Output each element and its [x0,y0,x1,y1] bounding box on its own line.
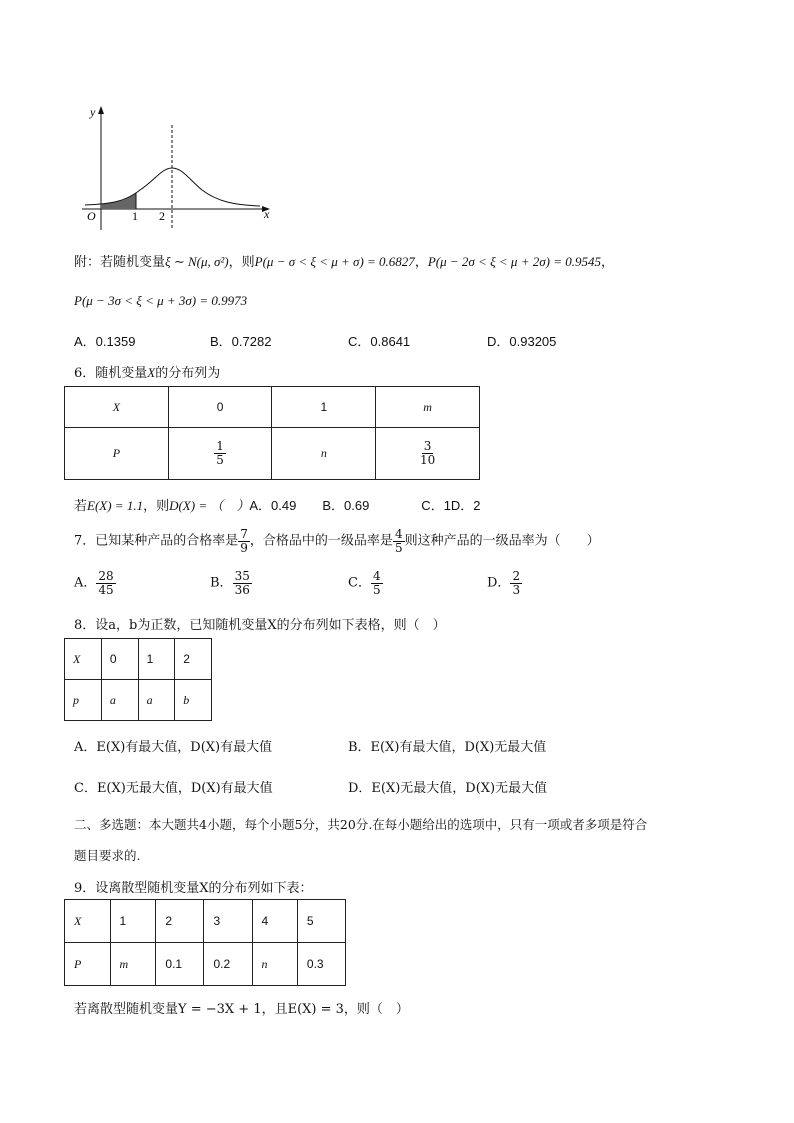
fraction-numerator: 4 [372,569,381,583]
section2-line-2: 题目要求的. [74,848,141,863]
q8-option-b: B．E(X)有最大值，D(X)无最大值 [348,740,547,755]
option-letter: C． [348,575,371,591]
q9-stem: 9．设离散型随机变量X的分布列如下表： [74,881,313,896]
fraction [510,570,522,596]
q6-table-row-2 [65,428,480,480]
q8-table-row-1 [65,639,212,680]
q9-table-row-1 [65,900,346,943]
q9-cell: X [65,900,111,943]
fraction-numerator: 4 [394,527,403,541]
q6-cond-math2: D(X) = （ ） [169,498,250,513]
q9-cell: P [65,943,111,986]
q8-cell: a [101,680,138,721]
y-axis-label: y [90,105,96,119]
q6-condition [74,495,481,514]
q8-cell: 2 [175,639,212,680]
q9-condition: 若离散型随机变量Y = −3X + 1，且E(X) = 3，则（ ） [74,1002,409,1017]
fraction-denominator: 5 [372,582,381,597]
fraction-denominator: 10 [419,453,436,467]
q6-options: A．0.49 B．0.69 C．1D．2 [249,498,481,513]
q8-table-row-2 [65,680,212,721]
q6-cell-frac2 [376,428,480,480]
q8-option-a: A．E(X)有最大值，D(X)有最大值 [74,740,273,755]
q9-cell: m [110,943,156,986]
tick-2-label: 2 [159,209,165,223]
q7-stem-3: 则这种产品的一级品率为（ ） [404,533,600,549]
fraction-denominator: 3 [512,582,521,597]
q5-option-a: A．0.1359 [74,334,136,349]
fraction [96,570,115,596]
q5-option-d: D．0.93205 [487,334,557,349]
q6-stem-end: 的分布列为 [155,366,221,381]
q6-cell: m [376,387,480,428]
q6-cell: 1 [272,387,376,428]
q7-option-b [210,570,252,596]
q8-cell: 1 [138,639,175,680]
q7-stem [74,528,600,554]
fraction-numerator: 28 [98,569,114,583]
appendix-dist: ξ ∼ N(μ, σ²) [165,254,229,269]
q7-option-c [348,570,383,596]
fraction-denominator: 9 [240,540,248,555]
fraction-denominator: 36 [234,582,250,597]
fraction [418,440,437,466]
appendix-p1: P(μ − σ < ξ < μ + σ) = 0.6827 [254,254,415,269]
appendix-p3: P(μ − 3σ < ξ < μ + 3σ) = 0.9973 [74,293,248,308]
q9-cell: 4 [252,900,297,943]
q6-cell: X [65,387,169,428]
q9-cell: n [252,943,297,986]
q6-table [64,386,480,480]
fraction-denominator: 45 [98,582,114,597]
q7-stem-1: 7．已知某种产品的合格率是 [74,533,239,549]
fraction-numerator: 1 [216,439,224,454]
q8-cell: b [175,680,212,721]
fraction-denominator: 5 [394,540,403,555]
q8-option-c: C．E(X)无最大值，D(X)有最大值 [74,781,273,796]
q6-cell: 0 [168,387,272,428]
q6-cond-prefix: 若 [74,499,88,514]
q8-stem: 8．设a，b为正数，已知随机变量X的分布列如下表格，则（ ） [74,618,446,633]
normal-curve-graph [70,100,285,240]
q8-cell: X [65,639,102,680]
fraction-numerator: 2 [512,569,521,583]
q5-option-b: B．0.7282 [210,334,272,349]
q9-cell: 3 [204,900,252,943]
q6-cell: P [65,428,169,480]
appendix-line-1 [74,251,614,270]
q9-cell: 1 [110,900,156,943]
fraction-numerator: 35 [234,569,250,583]
q6-table-row-1 [65,387,480,428]
q9-cell: 5 [297,900,345,943]
appendix-p2: P(μ − 2σ < ξ < μ + 2σ) = 0.9545 [427,254,601,269]
q6-cell: n [272,428,376,480]
q6-cond-mid: ，则 [143,499,170,514]
q9-table-row-2 [65,943,346,986]
fraction [233,570,252,596]
q5-option-c: C．0.8641 [348,334,411,349]
fraction-numerator: 7 [240,527,248,541]
appendix-mid: ，则 [228,255,255,270]
appendix-end: ， [600,255,614,270]
q6-var: X [147,365,156,380]
tick-1-label: 1 [132,209,138,223]
option-letter: B． [210,575,233,591]
fraction-numerator: 3 [423,439,432,454]
fraction [214,440,226,466]
q8-cell: a [138,680,175,721]
q6-cond-math: E(X) = 1.1 [87,498,144,513]
q8-cell: p [65,680,102,721]
option-letter: A． [74,575,97,591]
origin-label: O [87,209,96,223]
q9-cell: 0.1 [156,943,204,986]
q6-cell-frac1 [168,428,272,480]
q6-stem-text: 6．随机变量 [74,366,148,381]
option-letter: D． [487,575,511,591]
q9-table [64,899,346,986]
appendix-sep: ， [414,255,428,270]
section2-line-1: 二、多选题：本大题共4小题，每个小题5分，共20分.在每小题给出的选项中，只有一项或者多项是符合 [74,817,648,832]
q9-cell: 0.3 [297,943,345,986]
appendix-prefix: 附：若随机变量 [74,255,166,270]
fraction-denominator: 5 [216,453,224,467]
q7-stem-2: ，合格品中的一级品率是 [249,533,393,549]
q6-stem [74,362,220,381]
q8-option-d: D．E(X)无最大值，D(X)无最大值 [348,781,548,796]
q8-table [64,638,212,721]
q9-cell: 2 [156,900,204,943]
q8-cell: 0 [101,639,138,680]
fraction [238,528,250,554]
fraction [371,570,383,596]
fraction [393,528,405,554]
q9-cell: 0.2 [204,943,252,986]
x-axis-label: x [264,207,270,221]
q7-option-d [487,570,522,596]
q7-option-a [74,570,116,596]
